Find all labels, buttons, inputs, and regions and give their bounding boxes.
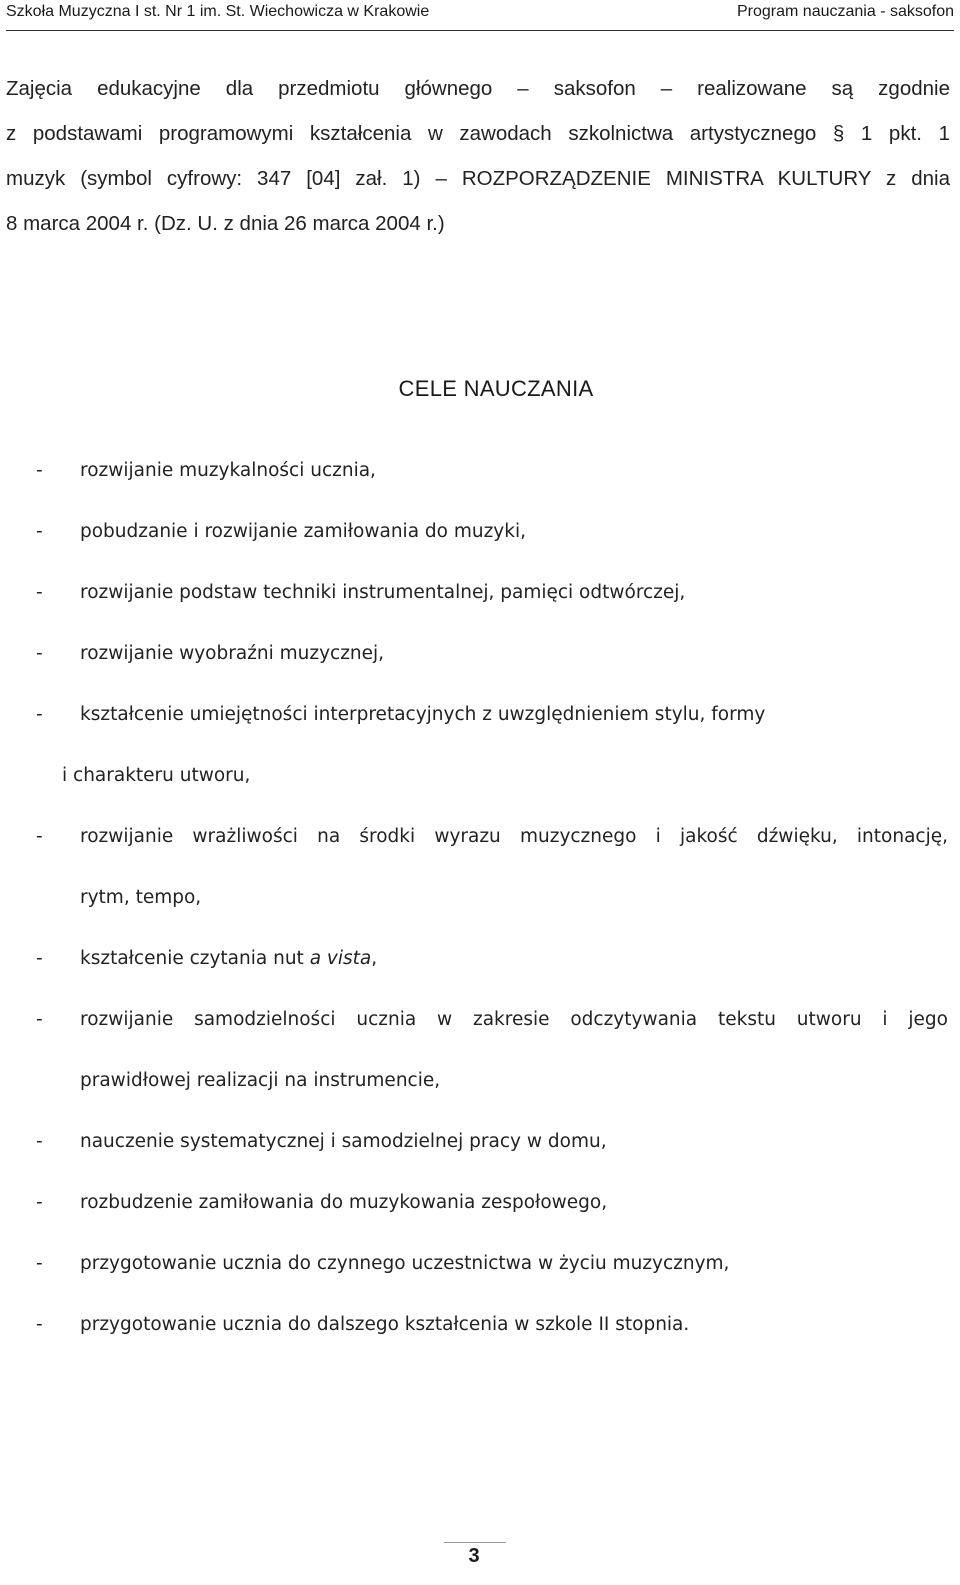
list-dash: - (36, 826, 43, 847)
goal-text: przygotowanie ucznia do dalszego kształcenia w szkole II stopnia. (80, 1314, 690, 1335)
list-item (36, 440, 948, 501)
section-title: CELE NAUCZANIA (398, 376, 594, 401)
list-item (36, 989, 948, 1111)
goal-text: rozbudzenie zamiłowania do muzykowania zespołowego, (80, 1192, 608, 1213)
list-item (36, 1233, 948, 1294)
goal-text: kształcenie umiejętności interpretacyjnych z uwzględnieniem stylu, formy (80, 704, 766, 725)
goal-text-continuation: i charakteru utworu, (62, 765, 251, 786)
list-item (36, 562, 948, 623)
goals-list (36, 440, 948, 1355)
intro-line: z podstawami programowymi kształcenia w zawodach szkolnictwa artystycznego § 1 pkt. 1 (6, 122, 950, 145)
list-dash: - (36, 948, 43, 969)
list-dash: - (36, 704, 43, 725)
list-dash: - (36, 582, 43, 603)
goal-text: rozwijanie podstaw techniki instrumentalnej, pamięci odtwórczej, (80, 582, 686, 603)
goal-text: rozwijanie muzykalności ucznia, (80, 460, 376, 481)
goal-text: pobudzanie i rozwijanie zamiłowania do muzyki, (80, 521, 526, 542)
goal-text: rozwijanie samodzielności ucznia w zakresie odczytywania tekstu utworu i jego (80, 1009, 948, 1030)
list-item (36, 1172, 948, 1233)
page-number-text: 3 (468, 1545, 480, 1567)
list-item (36, 1111, 948, 1172)
list-dash: - (36, 1192, 43, 1213)
goal-text-italic: a vista (309, 948, 372, 969)
goal-text-continuation: rytm, tempo, (80, 887, 202, 908)
goal-text: przygotowanie ucznia do czynnego uczestnictwa w życiu muzycznym, (80, 1253, 730, 1274)
goal-text-part: kształcenie czytania nut (80, 948, 310, 969)
goal-text-part: , (371, 948, 378, 969)
list-item (36, 684, 948, 806)
list-item (36, 928, 948, 989)
intro-line: Zajęcia edukacyjne dla przedmiotu głównego – saksofon – realizowane są zgodnie (6, 77, 950, 100)
page-number (0, 1545, 952, 1568)
goal-text: rozwijanie wrażliwości na środki wyrazu muzycznego i jakość dźwięku, intonację, (80, 826, 948, 847)
goal-text-continuation: prawidłowej realizacji na instrumencie, (80, 1070, 441, 1091)
intro-paragraph (6, 66, 950, 246)
header-school-name: Szkoła Muzyczna I st. Nr 1 im. St. Wiechowicza w Krakowie (6, 3, 430, 20)
list-dash: - (36, 1314, 43, 1335)
list-item (36, 623, 948, 684)
goal-text: rozwijanie wyobraźni muzycznej, (80, 643, 385, 664)
list-dash: - (36, 1131, 43, 1152)
page-header (6, 0, 954, 31)
goal-text (80, 928, 948, 989)
list-dash: - (36, 460, 43, 481)
list-item (36, 1294, 948, 1355)
page-number-rule-top (444, 1542, 506, 1543)
goal-text: nauczenie systematycznej i samodzielnej pracy w domu, (80, 1131, 607, 1152)
list-dash: - (36, 1253, 43, 1274)
list-dash: - (36, 643, 43, 664)
intro-line: muzyk (symbol cyfrowy: 347 [04] zał. 1) – ROZPORZĄDZENIE MINISTRA KULTURY z dnia (6, 167, 950, 190)
list-dash: - (36, 1009, 43, 1030)
intro-line: 8 marca 2004 r. (Dz. U. z dnia 26 marca 2004 r.) (6, 212, 445, 235)
list-item (36, 806, 948, 928)
header-document-title: Program nauczania - saksofon (737, 3, 954, 20)
list-item (36, 501, 948, 562)
list-dash: - (36, 521, 43, 542)
